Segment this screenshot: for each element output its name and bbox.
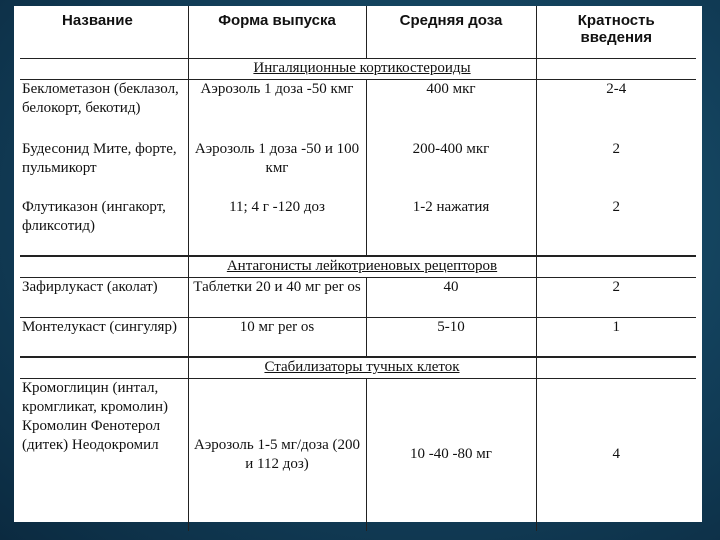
group-row xyxy=(20,357,696,379)
drug-dose: 1-2 нажатия xyxy=(366,198,536,256)
drug-form: Аэрозоль 1 доза -50 и 100 кмг xyxy=(188,140,366,198)
drug-frequency: 4 xyxy=(612,446,620,463)
drug-dose: 400 мкг xyxy=(366,80,536,140)
drug-name: Зафирлукаст (аколат) xyxy=(20,277,188,317)
table-row xyxy=(20,198,696,256)
drug-dose: 10 -40 -80 мг xyxy=(366,379,536,531)
drug-name: Кромоглицин (интал, кромгликат, кромолин) Кромолин Фенотерол (дитек) Неодокромил xyxy=(20,379,188,531)
drug-table xyxy=(20,6,696,531)
header-form: Форма выпуска xyxy=(188,6,366,59)
group-title: Антагонисты лейкотриеновых рецепторов xyxy=(188,256,536,278)
table-row xyxy=(20,140,696,198)
header-dose: Средняя доза xyxy=(366,6,536,59)
drug-name: Монтелукаст (сингуляр) xyxy=(20,317,188,357)
drug-frequency: 1 xyxy=(536,317,696,357)
drug-form: 11; 4 г -120 доз xyxy=(188,198,366,256)
group-row xyxy=(20,59,696,80)
drug-form: Аэрозоль 1 доза -50 кмг xyxy=(188,80,366,140)
header-row xyxy=(20,6,696,59)
table-row xyxy=(20,277,696,317)
table-row xyxy=(20,379,696,531)
table-row xyxy=(20,80,696,140)
group-title: Ингаляционные кортикостероиды xyxy=(188,59,536,80)
drug-dose: 200-400 мкг xyxy=(366,140,536,198)
drug-name: Беклометазон (беклазол, белокорт, бекотид) xyxy=(20,80,188,140)
header-frequency: Кратность введения xyxy=(536,6,696,59)
drug-dose: 5-10 xyxy=(366,317,536,357)
drug-name: Будесонид Мите, форте, пульмикорт xyxy=(20,140,188,198)
group-row xyxy=(20,256,696,278)
drug-frequency: 2 xyxy=(612,140,620,157)
drug-frequency: 2-4 xyxy=(606,81,627,97)
header-name: Название xyxy=(20,6,188,59)
drug-form: Аэрозоль 1-5 мг/доза (200 и 112 доз) xyxy=(188,379,366,531)
drug-form: Таблетки 20 и 40 мг per os xyxy=(188,277,366,317)
drug-frequency: 2 xyxy=(536,198,696,256)
drug-form: 10 мг per os xyxy=(188,317,366,357)
table-row xyxy=(20,317,696,357)
table-sheet xyxy=(14,6,702,522)
group-title: Стабилизаторы тучных клеток xyxy=(188,357,536,379)
drug-frequency: 2 xyxy=(612,278,620,295)
drug-name: Флутиказон (ингакорт, фликсотид) xyxy=(20,198,188,256)
drug-dose: 40 xyxy=(366,277,536,317)
